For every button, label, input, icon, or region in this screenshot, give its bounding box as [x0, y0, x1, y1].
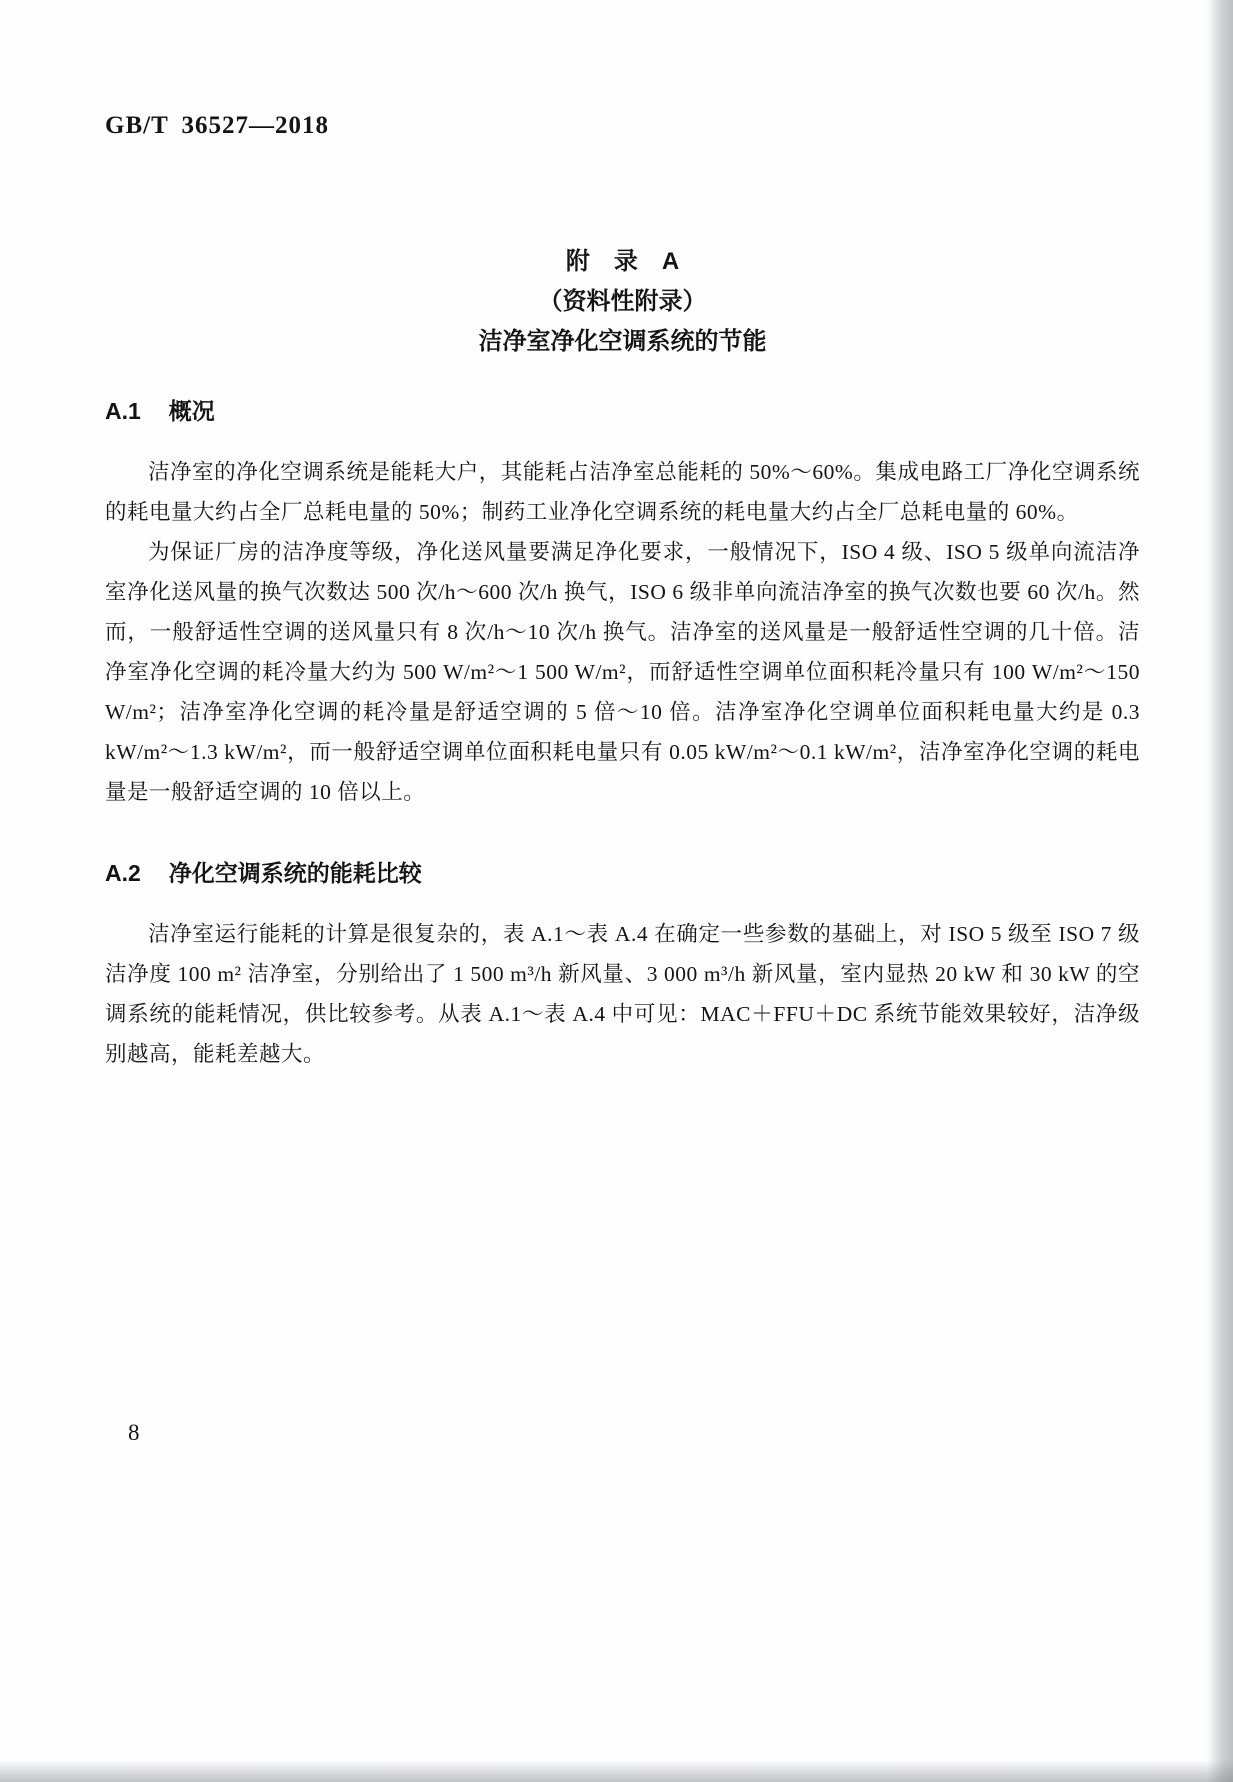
- appendix-title-block: [105, 242, 1140, 362]
- section-title: 净化空调系统的能耗比较: [168, 860, 422, 886]
- paragraph: 洁净室运行能耗的计算是很复杂的，表 A.1～表 A.4 在确定一些参数的基础上，对 ISO 5 级至 ISO 7 级洁净度 100 m² 洁净室，分别给出了 1 500 m³/h 新风量、3 000 m³/h 新风量，室内显热 20 kW 和 30 kW 的空调系统的能耗情况，供比较参考。从表 A.1～表 A.4 中可见：MAC＋FFU＋DC 系统节能效果较好，洁净级别越高，能耗差越大。: [105, 922, 1140, 1066]
- section-title: 概况: [168, 398, 215, 424]
- section-heading-a2: [105, 858, 1140, 888]
- section-number: A.2: [105, 860, 141, 886]
- page-edge-shadow-right: [1207, 0, 1233, 1782]
- appendix-subject-title: 洁净室净化空调系统的节能: [478, 328, 767, 355]
- standard-number-header: GB/T 36527—2018: [105, 112, 330, 139]
- section-number: A.1: [105, 398, 141, 424]
- section-heading-a1: [105, 396, 1140, 426]
- section-a2-body: [105, 914, 1140, 1074]
- section-a1-body: [105, 452, 1140, 812]
- page-content: [105, 0, 1140, 1074]
- paragraph: 洁净室的净化空调系统是能耗大户，其能耗占洁净室总能耗的 50%～60%。集成电路工厂净化空调系统的耗电量大约占全厂总耗电量的 50%；制药工业净化空调系统的耗电量大约占全厂总耗电量的 60%。: [105, 460, 1140, 524]
- page-edge-shadow-bottom: [0, 1760, 1233, 1782]
- appendix-subtitle-informative: （资料性附录）: [538, 288, 707, 315]
- page-number: 8: [128, 1420, 140, 1445]
- appendix-title: 附 录 A: [565, 248, 680, 275]
- paragraph: 为保证厂房的洁净度等级，净化送风量要满足净化要求，一般情况下，ISO 4 级、ISO 5 级单向流洁净室净化送风量的换气次数达 500 次/h～600 次/h 换气，ISO 6 级非单向流洁净室的换气次数也要 60 次/h。然而，一般舒适性空调的送风量只有 8 次/h～10 次/h 换气。洁净室的送风量是一般舒适性空调的几十倍。洁净室净化空调的耗冷量大约为 500 W/m²～1 500 W/m²，而舒适性空调单位面积耗冷量只有 100 W/m²～150 W/m²；洁净室净化空调的耗冷量是舒适空调的 5 倍～10 倍。洁净室净化空调单位面积耗电量大约是 0.3 kW/m²～1.3 kW/m²，而一般舒适空调单位面积耗电量只有 0.05 kW/m²～0.1 kW/m²，洁净室净化空调的耗电量是一般舒适空调的 10 倍以上。: [105, 540, 1140, 804]
